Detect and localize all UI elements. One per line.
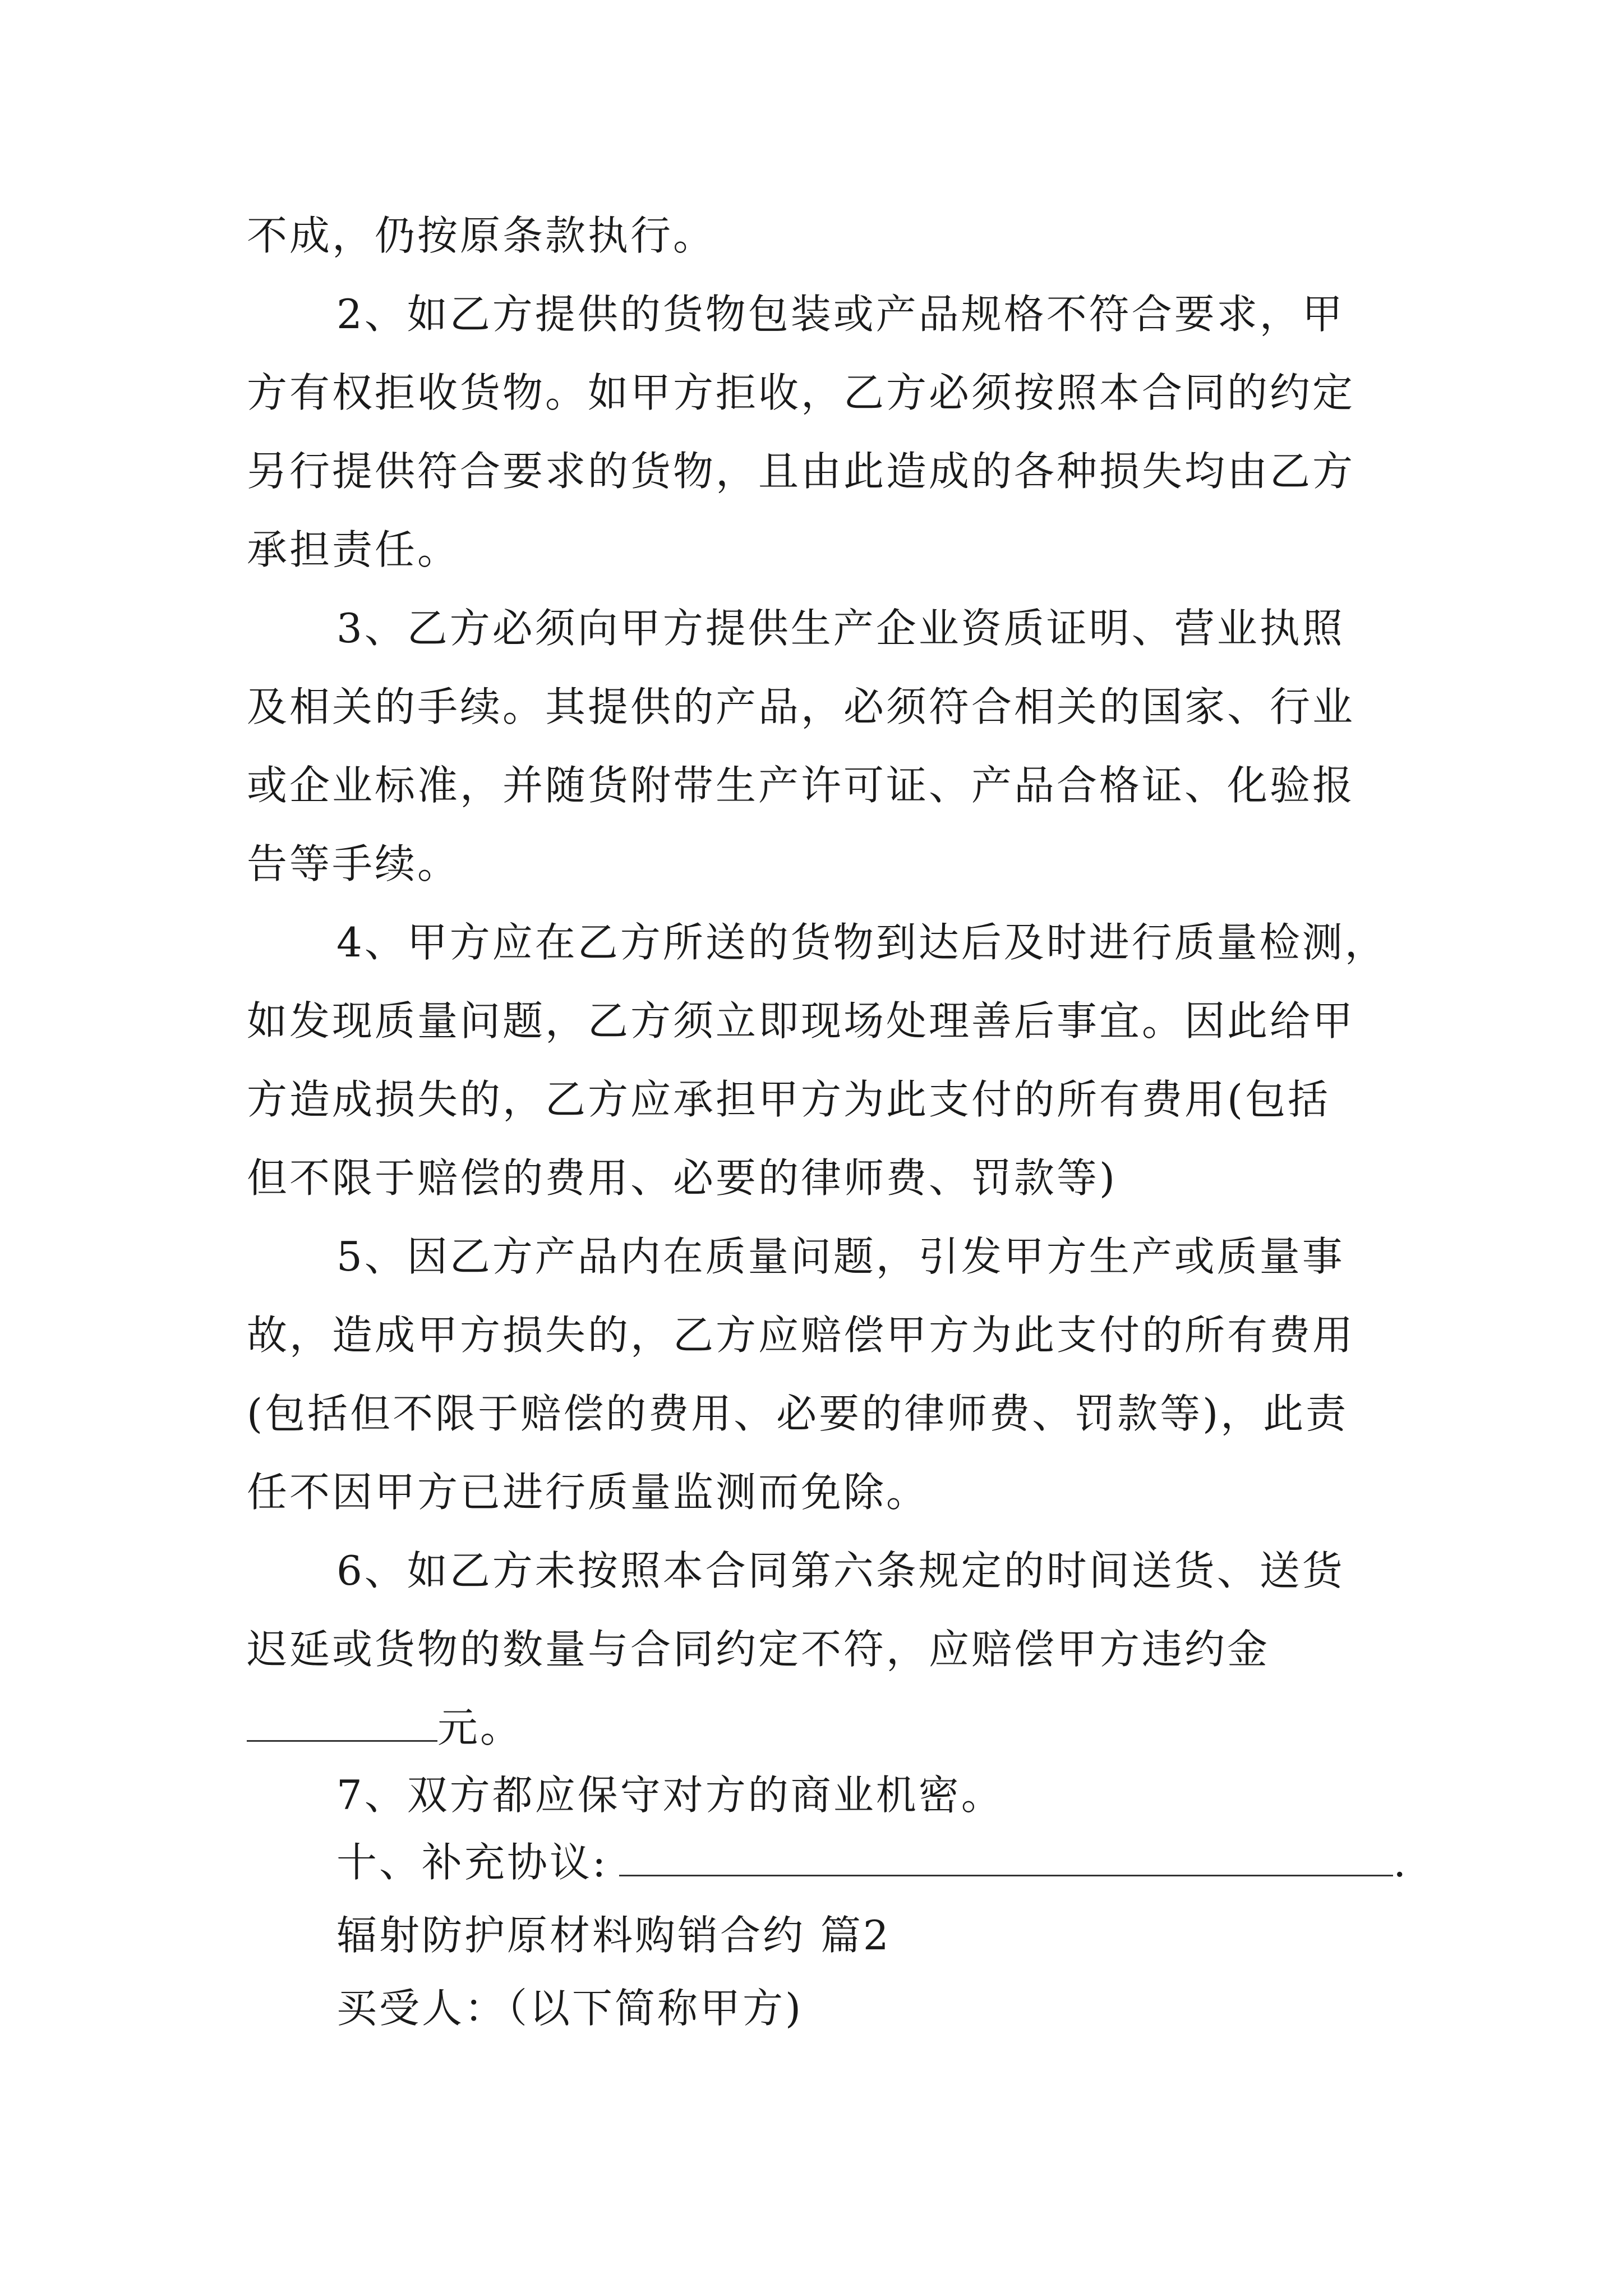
- text-line: 故，造成甲方损失的，乙方应赔偿甲方为此支付的所有费用: [247, 1312, 1355, 1359]
- text-line: 另行提供符合要求的货物，且由此造成的各种损失均由乙方: [247, 448, 1355, 495]
- section-title: 辐射防护原材料购销合约 篇2: [336, 1912, 891, 1959]
- text-line: 如发现质量问题，乙方须立即现场处理善后事宜。因此给甲: [247, 997, 1355, 1045]
- supplement-end: .: [1393, 1839, 1409, 1886]
- text-line: 方有权拒收货物。如甲方拒收，乙方必须按照本合同的约定: [247, 369, 1355, 416]
- text-line: 迟延或货物的数量与合同约定不符，应赔偿甲方违约金: [247, 1626, 1270, 1673]
- amount-line: [247, 1700, 523, 1761]
- text-line: 但不限于赔偿的费用、必要的律师费、罚款等): [247, 1154, 1118, 1202]
- text-line: 4、甲方应在乙方所送的货物到达后及时进行质量检测，: [336, 919, 1387, 966]
- text-line: 不成，仍按原条款执行。: [247, 212, 716, 259]
- text-line: 5、因乙方产品内在质量问题，引发甲方生产或质量事: [336, 1233, 1345, 1280]
- text-line: 或企业标准，并随货附带生产许可证、产品合格证、化验报: [247, 762, 1355, 809]
- supplement-line: [336, 1834, 1408, 1896]
- text-line: 及相关的手续。其提供的产品，必须符合相关的国家、行业: [247, 683, 1355, 730]
- text-line: (包括但不限于赔偿的费用、必要的律师费、罚款等)，此责: [247, 1390, 1349, 1437]
- text-line: 2、如乙方提供的货物包装或产品规格不符合要求，甲: [336, 291, 1345, 338]
- text-line: 告等手续。: [247, 840, 460, 887]
- amount-unit: 元。: [437, 1704, 523, 1751]
- text-line: 承担责任。: [247, 526, 460, 573]
- amount-blank: [247, 1700, 437, 1742]
- supplement-label: 十、补充协议:: [336, 1839, 608, 1886]
- text-line: 任不因甲方已进行质量监测而免除。: [247, 1469, 929, 1516]
- text-line: 方造成损失的，乙方应承担甲方为此支付的所有费用(包括: [247, 1076, 1331, 1123]
- supplement-blank: [619, 1834, 1393, 1876]
- text-line: 3、乙方必须向甲方提供生产企业资质证明、营业执照: [336, 605, 1345, 652]
- buyer-label: 买受人：（以下简称甲方): [336, 1985, 804, 2032]
- text-line: 6、如乙方未按照本合同第六条规定的时间送货、送货: [336, 1547, 1345, 1594]
- clause-7: 7、双方都应保守对方的商业机密。: [336, 1772, 1004, 1819]
